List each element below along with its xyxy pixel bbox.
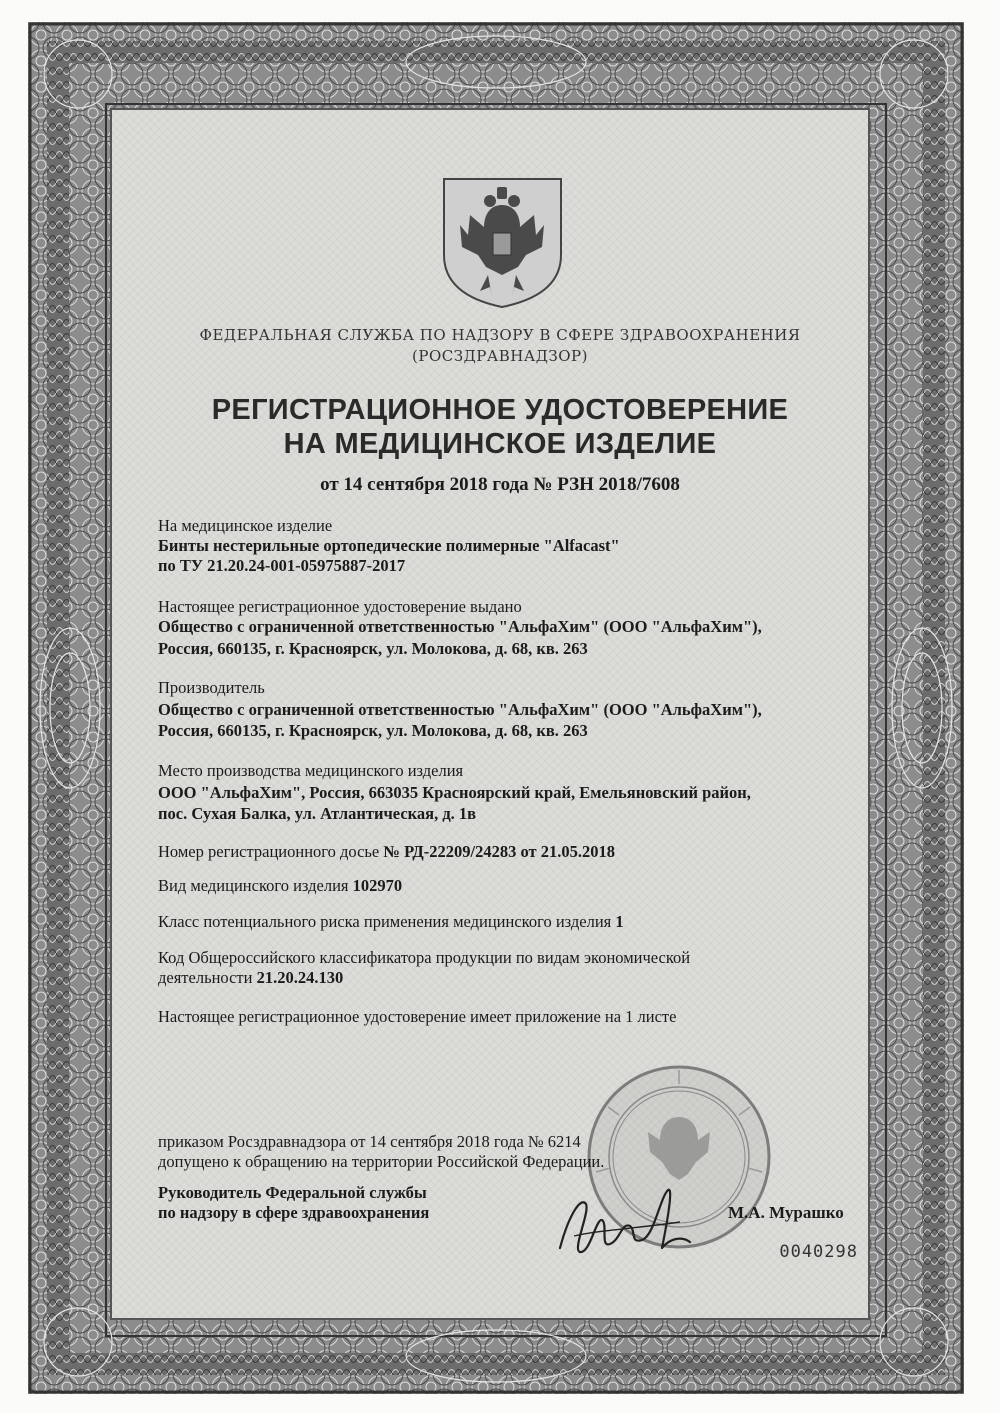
dossier-value: № РД-22209/24283 от 21.05.2018 — [383, 842, 615, 861]
okpd-row — [158, 968, 343, 988]
okpd-label: деятельности — [158, 968, 253, 987]
device-type-value: 102970 — [352, 876, 403, 895]
signatory-title-1: Руководитель Федеральной службы — [158, 1183, 427, 1202]
issued-to-line-1: Общество с ограниченной ответственностью "АльфаХим" (ООО "АльфаХим"), — [158, 617, 762, 636]
registration-number: от 14 сентября 2018 года № РЗН 2018/7608 — [320, 474, 680, 495]
attachment-note: Настоящее регистрационное удостоверение имеет приложение на 1 листе — [158, 1007, 677, 1026]
serial-number: 0040298 — [779, 1242, 858, 1262]
device-type-label: Вид медицинского изделия — [158, 876, 349, 895]
okpd-line-1: Код Общероссийского классификатора продукции по видам экономической — [158, 948, 691, 967]
production-site-line-2: пос. Сухая Балка, ул. Атлантическая, д. 1в — [158, 804, 477, 823]
device-label: На медицинское изделие — [158, 516, 333, 535]
risk-class-row — [158, 912, 624, 932]
dossier-label: Номер регистрационного досье — [158, 842, 380, 861]
device-spec: по ТУ 21.20.24-001-05975887-2017 — [158, 556, 406, 575]
state-emblem-icon — [440, 175, 565, 310]
agency-line-2: (РОСЗДРАВНАДЗОР) — [412, 347, 588, 365]
device-name: Бинты нестерильные ортопедические полимерные "Alfacast" — [158, 536, 620, 555]
production-site-line-1: ООО "АльфаХим", Россия, 663035 Красноярский край, Емельяновский район, — [158, 783, 751, 802]
device-type-row — [158, 876, 402, 896]
signatory-name: М.А. Мурашко — [728, 1203, 844, 1222]
certificate-title-line-1: РЕГИСТРАЦИОННОЕ УДОСТОВЕРЕНИЕ — [211, 394, 789, 426]
risk-class-value: 1 — [615, 912, 624, 931]
issued-to-line-2: Россия, 660135, г. Красноярск, ул. Молокова, д. 68, кв. 263 — [158, 639, 588, 658]
issued-to-label: Настоящее регистрационное удостоверение выдано — [158, 597, 522, 616]
certificate-title-line-2: НА МЕДИЦИНСКОЕ ИЗДЕЛИЕ — [283, 428, 717, 460]
dossier-row — [158, 842, 615, 862]
agency-line-1: ФЕДЕРАЛЬНАЯ СЛУЖБА ПО НАДЗОРУ В СФЕРЕ ЗДРАВООХРАНЕНИЯ — [199, 326, 801, 344]
order-line-2: допущено к обращению на территории Российской Федерации. — [158, 1152, 605, 1171]
manufacturer-label: Производитель — [158, 678, 265, 697]
signature-icon — [550, 1178, 700, 1268]
agency-name — [150, 325, 850, 367]
signatory-title-2: по надзору в сфере здравоохранения — [158, 1203, 430, 1222]
manufacturer-line-2: Россия, 660135, г. Красноярск, ул. Молокова, д. 68, кв. 263 — [158, 721, 588, 740]
risk-class-label: Класс потенциального риска применения медицинского изделия — [158, 912, 612, 931]
manufacturer-line-1: Общество с ограниченной ответственностью "АльфаХим" (ООО "АльфаХим"), — [158, 700, 762, 719]
okpd-value: 21.20.24.130 — [256, 968, 344, 987]
production-site-label: Место производства медицинского изделия — [158, 761, 464, 780]
order-line-1: приказом Росздравнадзора от 14 сентября 2018 года № 6214 — [158, 1132, 581, 1151]
